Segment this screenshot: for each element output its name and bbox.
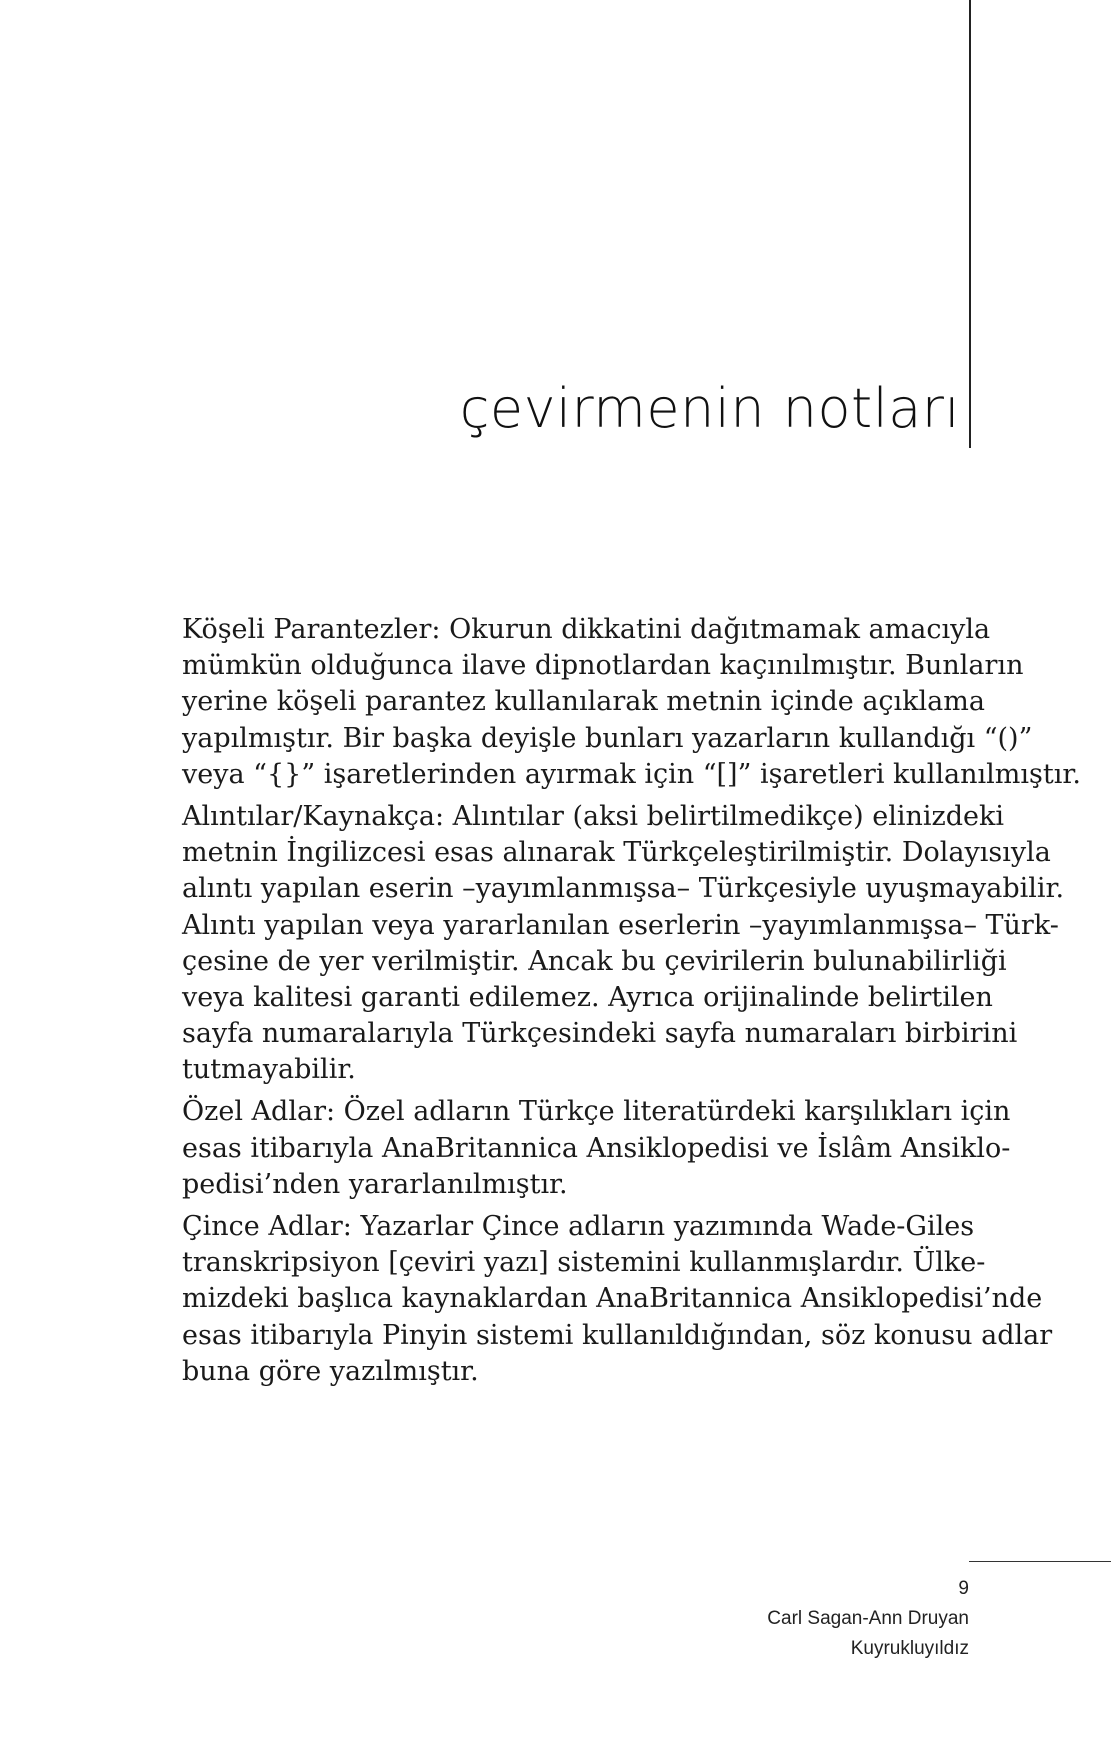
footer-rule: [969, 1561, 1111, 1562]
text-line: esas itibarıyla AnaBritannica Ansiklopedisi ve İslâm Ansiklo-: [182, 1132, 1011, 1164]
text-line: Köşeli Parantezler: Okurun dikkatini dağıtmamak amacıyla: [182, 614, 991, 645]
paragraph-brackets: [182, 612, 1081, 793]
text-line: esas itibarıyla Pinyin sistemi kullanıldığından, söz konusu adlar: [182, 1319, 1053, 1351]
paragraph-chinese-names: [182, 1209, 1053, 1390]
text-line: yerine köşeli parantez kullanılarak metnin içinde açıklama: [182, 686, 985, 718]
text-line: yapılmıştır. Bir başka deyişle bunları yazarların kullandığı “()”: [182, 722, 1033, 754]
footer-authors: Carl Sagan-Ann Druyan: [767, 1608, 969, 1629]
text-line: veya “{}” işaretlerinden ayırmak için “[]” işaretleri kullanılmıştır.: [182, 758, 1081, 790]
chapter-title: çevirmenin notları: [459, 377, 960, 440]
text-line: Alıntı yapılan veya yararlanılan eserlerin –yayımlanmışsa– Türk-: [182, 909, 1059, 941]
page-footer: [767, 1574, 969, 1664]
body-text: [182, 612, 1081, 1390]
text-line: metnin İngilizcesi esas alınarak Türkçeleştirilmiştir. Dolayısıyla: [182, 837, 1051, 869]
paragraph-proper-names: [182, 1094, 1011, 1203]
text-line: sayfa numaralarıyla Türkçesindeki sayfa numaraları birbirini: [182, 1018, 1018, 1050]
top-vertical-rule: [969, 0, 971, 448]
text-line: mizdeki başlıca kaynaklardan AnaBritannica Ansiklopedisi’nde: [182, 1283, 1043, 1315]
paragraph-citations: [182, 799, 1065, 1089]
text-line: Alıntılar/Kaynakça: Alıntılar (aksi belirtilmedikçe) elinizdeki: [182, 800, 1004, 832]
text-line: Çince Adlar: Yazarlar Çince adların yazımında Wade-Giles: [182, 1211, 975, 1242]
text-line: alıntı yapılan eserin –yayımlanmışsa– Türkçesiyle uyuşmayabilir.: [182, 873, 1065, 905]
text-line: çesine de yer verilmiştir. Ancak bu çevirilerin bulunabilirliği: [182, 945, 1007, 977]
text-line: pedisi’nden yararlanılmıştır.: [182, 1168, 568, 1200]
text-line: buna göre yazılmıştır.: [182, 1355, 479, 1387]
text-line: tutmayabilir.: [182, 1054, 356, 1086]
text-line: veya kalitesi garanti edilemez. Ayrıca orijinalinde belirtilen: [182, 981, 993, 1013]
footer-book-title: Kuyrukluyıldız: [850, 1638, 969, 1659]
page-number: 9: [958, 1578, 969, 1599]
text-line: Özel Adlar: Özel adların Türkçe literatürdeki karşılıkları için: [182, 1096, 1011, 1128]
text-line: transkripsiyon [çeviri yazı] sistemini kullanmışlardır. Ülke-: [182, 1247, 986, 1279]
text-line: mümkün olduğunca ilave dipnotlardan kaçınılmıştır. Bunların: [182, 650, 1024, 682]
